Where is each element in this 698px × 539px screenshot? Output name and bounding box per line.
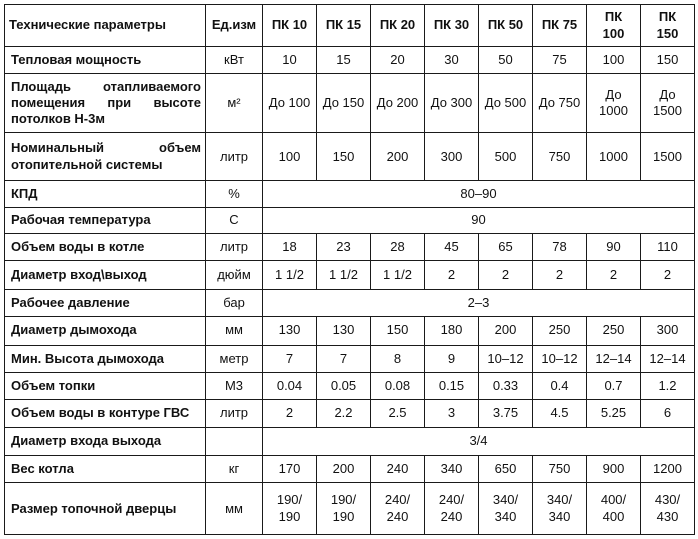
merged-value-cell: 80–90 xyxy=(263,180,695,207)
param-cell: Площадь отапливаемого помещения при высоте потолков Н-3м xyxy=(5,73,206,133)
table-row xyxy=(5,427,695,455)
value-cell: 110 xyxy=(641,234,695,261)
value-cell: 3.75 xyxy=(479,400,533,428)
param-cell: Вес котла xyxy=(5,455,206,483)
value-cell: 12–14 xyxy=(641,345,695,373)
value-cell: 30 xyxy=(425,47,479,74)
value-cell: 240/ 240 xyxy=(371,483,425,535)
header-model: ПК 100 xyxy=(587,5,641,47)
value-cell: 200 xyxy=(371,133,425,180)
unit-cell: бар xyxy=(206,289,263,316)
value-cell: 0.4 xyxy=(533,373,587,400)
value-cell: 18 xyxy=(263,234,317,261)
unit-cell: метр xyxy=(206,345,263,373)
value-cell: До 1500 xyxy=(641,73,695,133)
value-cell: 340 xyxy=(425,455,479,483)
value-cell: 130 xyxy=(263,316,317,345)
unit-cell: кВт xyxy=(206,47,263,74)
table-row xyxy=(5,234,695,261)
value-cell: До 150 xyxy=(317,73,371,133)
unit-cell: мм xyxy=(206,483,263,535)
value-cell: 1.2 xyxy=(641,373,695,400)
value-cell: 2 xyxy=(533,261,587,290)
value-cell: 1500 xyxy=(641,133,695,180)
value-cell: 250 xyxy=(533,316,587,345)
merged-value-cell: 3/4 xyxy=(263,427,695,455)
value-cell: 500 xyxy=(479,133,533,180)
value-cell: 340/ 340 xyxy=(533,483,587,535)
unit-cell: С xyxy=(206,207,263,234)
value-cell: 23 xyxy=(317,234,371,261)
value-cell: 8 xyxy=(371,345,425,373)
value-cell: 100 xyxy=(263,133,317,180)
value-cell: 180 xyxy=(425,316,479,345)
value-cell: До 500 xyxy=(479,73,533,133)
value-cell: 75 xyxy=(533,47,587,74)
value-cell: 45 xyxy=(425,234,479,261)
header-unit: Ед.изм xyxy=(206,5,263,47)
table-row xyxy=(5,400,695,428)
value-cell: 750 xyxy=(533,455,587,483)
table-row xyxy=(5,180,695,207)
value-cell: 400/ 400 xyxy=(587,483,641,535)
value-cell: До 100 xyxy=(263,73,317,133)
table-row xyxy=(5,47,695,74)
value-cell: 190/ 190 xyxy=(263,483,317,535)
value-cell: 28 xyxy=(371,234,425,261)
value-cell: 340/ 340 xyxy=(479,483,533,535)
value-cell: 240/ 240 xyxy=(425,483,479,535)
unit-cell xyxy=(206,427,263,455)
param-cell: Рабочая температура xyxy=(5,207,206,234)
value-cell: 4.5 xyxy=(533,400,587,428)
value-cell: 2 xyxy=(641,261,695,290)
param-cell: Мин. Высота дымохода xyxy=(5,345,206,373)
param-cell: Объем топки xyxy=(5,373,206,400)
unit-cell: кг xyxy=(206,455,263,483)
value-cell: 650 xyxy=(479,455,533,483)
unit-cell: литр xyxy=(206,400,263,428)
header-model: ПК 50 xyxy=(479,5,533,47)
table-row xyxy=(5,345,695,373)
value-cell: 170 xyxy=(263,455,317,483)
table-row xyxy=(5,483,695,535)
value-cell: До 300 xyxy=(425,73,479,133)
value-cell: 1200 xyxy=(641,455,695,483)
param-cell: Диаметр вход\выход xyxy=(5,261,206,290)
value-cell: 240 xyxy=(371,455,425,483)
value-cell: 1000 xyxy=(587,133,641,180)
header-model: ПК 10 xyxy=(263,5,317,47)
header-model: ПК 75 xyxy=(533,5,587,47)
value-cell: 0.33 xyxy=(479,373,533,400)
table-body xyxy=(5,47,695,535)
value-cell: До 1000 xyxy=(587,73,641,133)
table-row xyxy=(5,133,695,180)
unit-cell: дюйм xyxy=(206,261,263,290)
param-cell: Объем воды в контуре ГВС xyxy=(5,400,206,428)
value-cell: 2 xyxy=(425,261,479,290)
header-param: Технические параметры xyxy=(5,5,206,47)
value-cell: 15 xyxy=(317,47,371,74)
value-cell: 1 1/2 xyxy=(371,261,425,290)
value-cell: 430/ 430 xyxy=(641,483,695,535)
value-cell: 50 xyxy=(479,47,533,74)
param-cell: Объем воды в котле xyxy=(5,234,206,261)
value-cell: 2 xyxy=(263,400,317,428)
value-cell: 20 xyxy=(371,47,425,74)
value-cell: 1 1/2 xyxy=(317,261,371,290)
param-cell: Рабочее давление xyxy=(5,289,206,316)
unit-cell: литр xyxy=(206,234,263,261)
value-cell: 100 xyxy=(587,47,641,74)
unit-cell: мм xyxy=(206,316,263,345)
table-row xyxy=(5,289,695,316)
value-cell: 7 xyxy=(317,345,371,373)
value-cell: 0.7 xyxy=(587,373,641,400)
table-row xyxy=(5,207,695,234)
value-cell: До 750 xyxy=(533,73,587,133)
value-cell: 1 1/2 xyxy=(263,261,317,290)
value-cell: 10–12 xyxy=(479,345,533,373)
param-cell: Диаметр дымохода xyxy=(5,316,206,345)
unit-cell: М3 xyxy=(206,373,263,400)
header-model: ПК 150 xyxy=(641,5,695,47)
param-cell: КПД xyxy=(5,180,206,207)
header-model: ПК 20 xyxy=(371,5,425,47)
value-cell: 7 xyxy=(263,345,317,373)
value-cell: 250 xyxy=(587,316,641,345)
table-row xyxy=(5,455,695,483)
value-cell: 130 xyxy=(317,316,371,345)
value-cell: 78 xyxy=(533,234,587,261)
unit-cell: литр xyxy=(206,133,263,180)
table-row xyxy=(5,73,695,133)
value-cell: 750 xyxy=(533,133,587,180)
header-model: ПК 30 xyxy=(425,5,479,47)
value-cell: 2 xyxy=(479,261,533,290)
value-cell: 5.25 xyxy=(587,400,641,428)
value-cell: 200 xyxy=(317,455,371,483)
value-cell: 150 xyxy=(371,316,425,345)
param-cell: Тепловая мощность xyxy=(5,47,206,74)
param-cell: Размер топочной дверцы xyxy=(5,483,206,535)
table-row xyxy=(5,373,695,400)
unit-cell: м² xyxy=(206,73,263,133)
header-model: ПК 15 xyxy=(317,5,371,47)
value-cell: 2.5 xyxy=(371,400,425,428)
merged-value-cell: 90 xyxy=(263,207,695,234)
value-cell: 150 xyxy=(641,47,695,74)
value-cell: 2 xyxy=(587,261,641,290)
value-cell: 150 xyxy=(317,133,371,180)
table-row xyxy=(5,261,695,290)
value-cell: 0.05 xyxy=(317,373,371,400)
merged-value-cell: 2–3 xyxy=(263,289,695,316)
value-cell: 0.04 xyxy=(263,373,317,400)
value-cell: 200 xyxy=(479,316,533,345)
value-cell: 0.15 xyxy=(425,373,479,400)
value-cell: 6 xyxy=(641,400,695,428)
value-cell: 300 xyxy=(641,316,695,345)
spec-table xyxy=(4,4,695,535)
value-cell: 10 xyxy=(263,47,317,74)
value-cell: 300 xyxy=(425,133,479,180)
value-cell: 3 xyxy=(425,400,479,428)
param-cell: Диаметр входа выхода xyxy=(5,427,206,455)
value-cell: 900 xyxy=(587,455,641,483)
value-cell: До 200 xyxy=(371,73,425,133)
value-cell: 0.08 xyxy=(371,373,425,400)
value-cell: 65 xyxy=(479,234,533,261)
header-row xyxy=(5,5,695,47)
value-cell: 90 xyxy=(587,234,641,261)
value-cell: 10–12 xyxy=(533,345,587,373)
value-cell: 12–14 xyxy=(587,345,641,373)
param-cell: Номинальный объем отопительной системы xyxy=(5,133,206,180)
value-cell: 190/ 190 xyxy=(317,483,371,535)
value-cell: 2.2 xyxy=(317,400,371,428)
unit-cell: % xyxy=(206,180,263,207)
table-row xyxy=(5,316,695,345)
value-cell: 9 xyxy=(425,345,479,373)
